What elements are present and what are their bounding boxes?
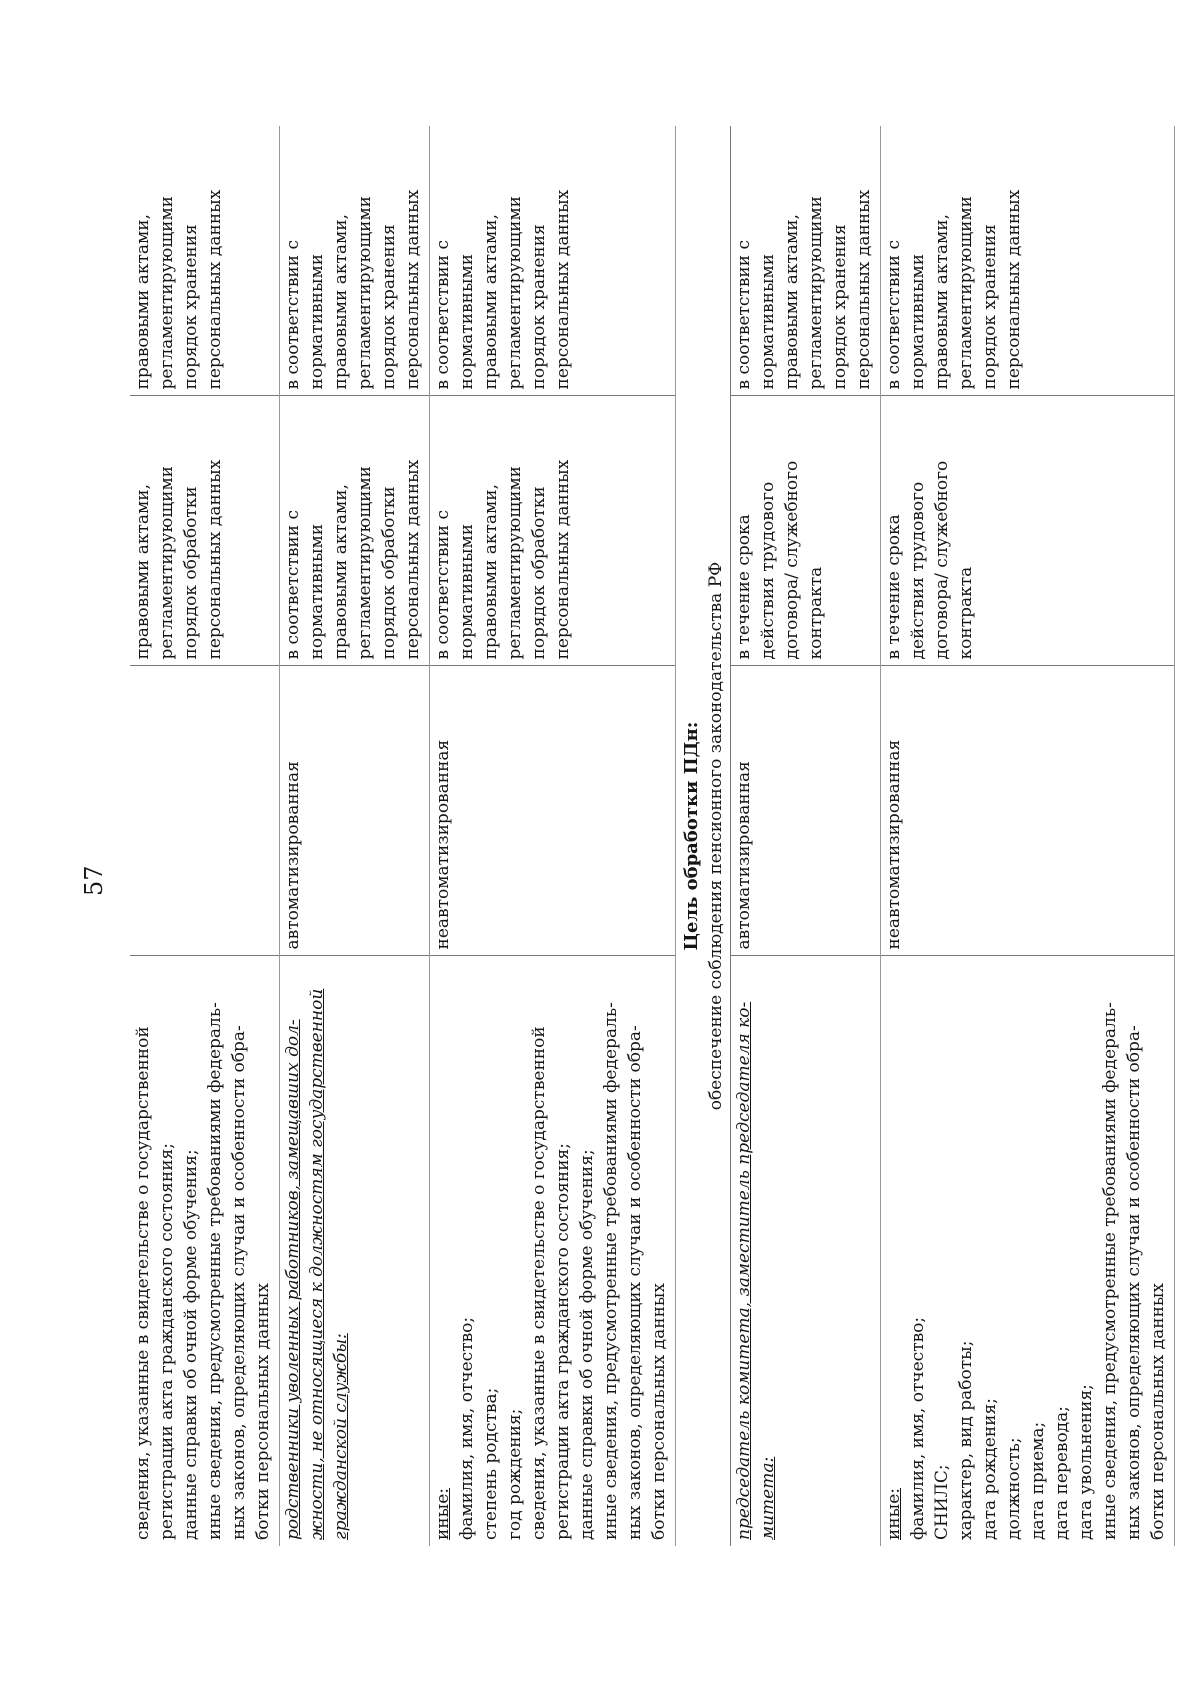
data-line: иные сведения, предусмотренные требованиями федераль- (205, 1002, 225, 1540)
data-line: ботки персональных данных (253, 1282, 273, 1540)
page-number: 57 (80, 865, 108, 896)
term-line: правовыми актами, (133, 484, 153, 660)
term-line: в течение срока (884, 514, 904, 660)
section-header-row (676, 126, 731, 1546)
term-line: правовыми актами, (481, 214, 501, 390)
others-label: иные: (433, 1488, 453, 1540)
term-line: действия трудового (908, 481, 928, 660)
data-line: фамилия, имя, отчество; (908, 1316, 928, 1540)
term-line: договора/ служебного (932, 460, 952, 660)
section-title: Цель обработки ПДн: (681, 721, 702, 951)
processing-term-cell (731, 396, 881, 666)
data-line: дата перевода; (1052, 1405, 1072, 1540)
data-cell (731, 956, 881, 1546)
table-row (280, 126, 430, 1546)
personal-data-table (130, 126, 1175, 1546)
method-cell (130, 666, 280, 956)
term-line: в соответствии с (433, 240, 453, 390)
data-cell (881, 956, 1175, 1546)
term-line: регламентирующими (355, 465, 375, 660)
table-row (731, 126, 881, 1546)
storage-term-cell (881, 126, 1175, 396)
data-cell (430, 956, 676, 1546)
method-cell (731, 666, 881, 956)
category-heading: митета: (758, 1456, 778, 1540)
term-line: персональных данных (205, 189, 225, 390)
term-line: регламентирующими (505, 195, 525, 390)
term-line: персональных данных (854, 189, 874, 390)
term-line: порядок хранения (181, 224, 201, 390)
term-line: персональных данных (403, 459, 423, 660)
storage-term-cell (130, 126, 280, 396)
data-line: данные справки об очной форме обучения; (181, 1149, 201, 1540)
term-line: в течение срока (734, 514, 754, 660)
term-line: в соответствии с (884, 240, 904, 390)
method-text: автоматизированная (283, 761, 303, 950)
data-line: регистрации акта гражданского состояния; (157, 1142, 177, 1540)
term-line: порядок хранения (830, 224, 850, 390)
term-line: регламентирующими (505, 465, 525, 660)
term-line: в соответствии с (433, 510, 453, 660)
method-cell (280, 666, 430, 956)
term-line: порядок обработки (529, 486, 549, 660)
data-line: сведения, указанные в свидетельстве о государственной (133, 1026, 153, 1540)
data-line: иные сведения, предусмотренные требованиями федераль- (601, 1002, 621, 1540)
data-line: степень родства; (481, 1387, 501, 1540)
term-line: контракта (956, 566, 976, 660)
term-line: контракта (806, 566, 826, 660)
data-cell (280, 956, 430, 1546)
section-subtitle: обеспечение соблюдения пенсионного законодательства РФ (706, 561, 726, 1111)
category-heading: гражданской службы: (331, 1333, 351, 1540)
table-row (881, 126, 1175, 1546)
data-line: ботки персональных данных (649, 1282, 669, 1540)
method-cell (881, 666, 1175, 956)
table-row (130, 126, 280, 1546)
storage-term-cell (430, 126, 676, 396)
term-line: нормативными (758, 253, 778, 390)
term-line: правовыми актами, (932, 214, 952, 390)
method-cell (430, 666, 676, 956)
term-line: регламентирующими (806, 195, 826, 390)
term-line: порядок хранения (529, 224, 549, 390)
term-line: порядок хранения (980, 224, 1000, 390)
data-line: сведения, указанные в свидетельстве о государственной (529, 1026, 549, 1540)
term-line: персональных данных (205, 459, 225, 660)
term-line: правовыми актами, (331, 214, 351, 390)
data-line: регистрации акта гражданского состояния; (553, 1142, 573, 1540)
term-line: персональных данных (553, 189, 573, 390)
section-header-cell (676, 126, 731, 1546)
term-line: в соответствии с (734, 240, 754, 390)
term-line: нормативными (307, 253, 327, 390)
term-line: персональных данных (403, 189, 423, 390)
processing-term-cell (280, 396, 430, 666)
category-heading: жности, не относящиеся к должностям государственной (307, 988, 327, 1540)
term-line: регламентирующими (157, 465, 177, 660)
processing-term-cell (130, 396, 280, 666)
data-line: дата рождения; (980, 1398, 1000, 1540)
data-line: ботки персональных данных (1148, 1282, 1168, 1540)
term-line: правовыми актами, (481, 484, 501, 660)
data-line: ных законов, определяющих случаи и особенности обра- (229, 1025, 249, 1540)
data-line: год рождения; (505, 1408, 525, 1540)
term-line: регламентирующими (956, 195, 976, 390)
data-line: фамилия, имя, отчество; (457, 1316, 477, 1540)
term-line: правовыми актами, (133, 214, 153, 390)
term-line: порядок обработки (181, 486, 201, 660)
data-line: данные справки об очной форме обучения; (577, 1149, 597, 1540)
term-line: регламентирующими (157, 195, 177, 390)
term-line: нормативными (457, 253, 477, 390)
storage-term-cell (731, 126, 881, 396)
method-text: автоматизированная (734, 761, 754, 950)
data-line: дата увольнения; (1076, 1384, 1096, 1540)
data-line: иные сведения, предусмотренные требованиями федераль- (1100, 1002, 1120, 1540)
term-line: правовыми актами, (331, 484, 351, 660)
processing-term-cell (430, 396, 676, 666)
others-label: иные: (884, 1488, 904, 1540)
method-text: неавтоматизированная (433, 739, 453, 950)
data-line: ных законов, определяющих случаи и особенности обра- (1124, 1025, 1144, 1540)
term-line: нормативными (457, 523, 477, 660)
processing-term-cell (881, 396, 1175, 666)
term-line: регламентирующими (355, 195, 375, 390)
term-line: порядок обработки (379, 486, 399, 660)
term-line: нормативными (307, 523, 327, 660)
category-heading: родственники уволенных работников, замещавших дол- (283, 1019, 303, 1540)
term-line: персональных данных (1004, 189, 1024, 390)
term-line: действия трудового (758, 481, 778, 660)
storage-term-cell (280, 126, 430, 396)
term-line: нормативными (908, 253, 928, 390)
term-line: персональных данных (553, 459, 573, 660)
term-line: правовыми актами, (782, 214, 802, 390)
category-heading: председатель комитета, заместитель председателя ко- (734, 1001, 754, 1540)
table-row (430, 126, 676, 1546)
term-line: порядок хранения (379, 224, 399, 390)
data-cell (130, 956, 280, 1546)
method-text: неавтоматизированная (884, 739, 904, 950)
data-line: дата приема; (1028, 1421, 1048, 1540)
data-line: СНИЛС; (932, 1464, 952, 1540)
data-line: должность; (1004, 1437, 1024, 1540)
term-line: договора/ служебного (782, 460, 802, 660)
term-line: в соответствии с (283, 240, 303, 390)
term-line: в соответствии с (283, 510, 303, 660)
data-line: характер, вид работы; (956, 1340, 976, 1540)
data-line: ных законов, определяющих случаи и особенности обра- (625, 1025, 645, 1540)
